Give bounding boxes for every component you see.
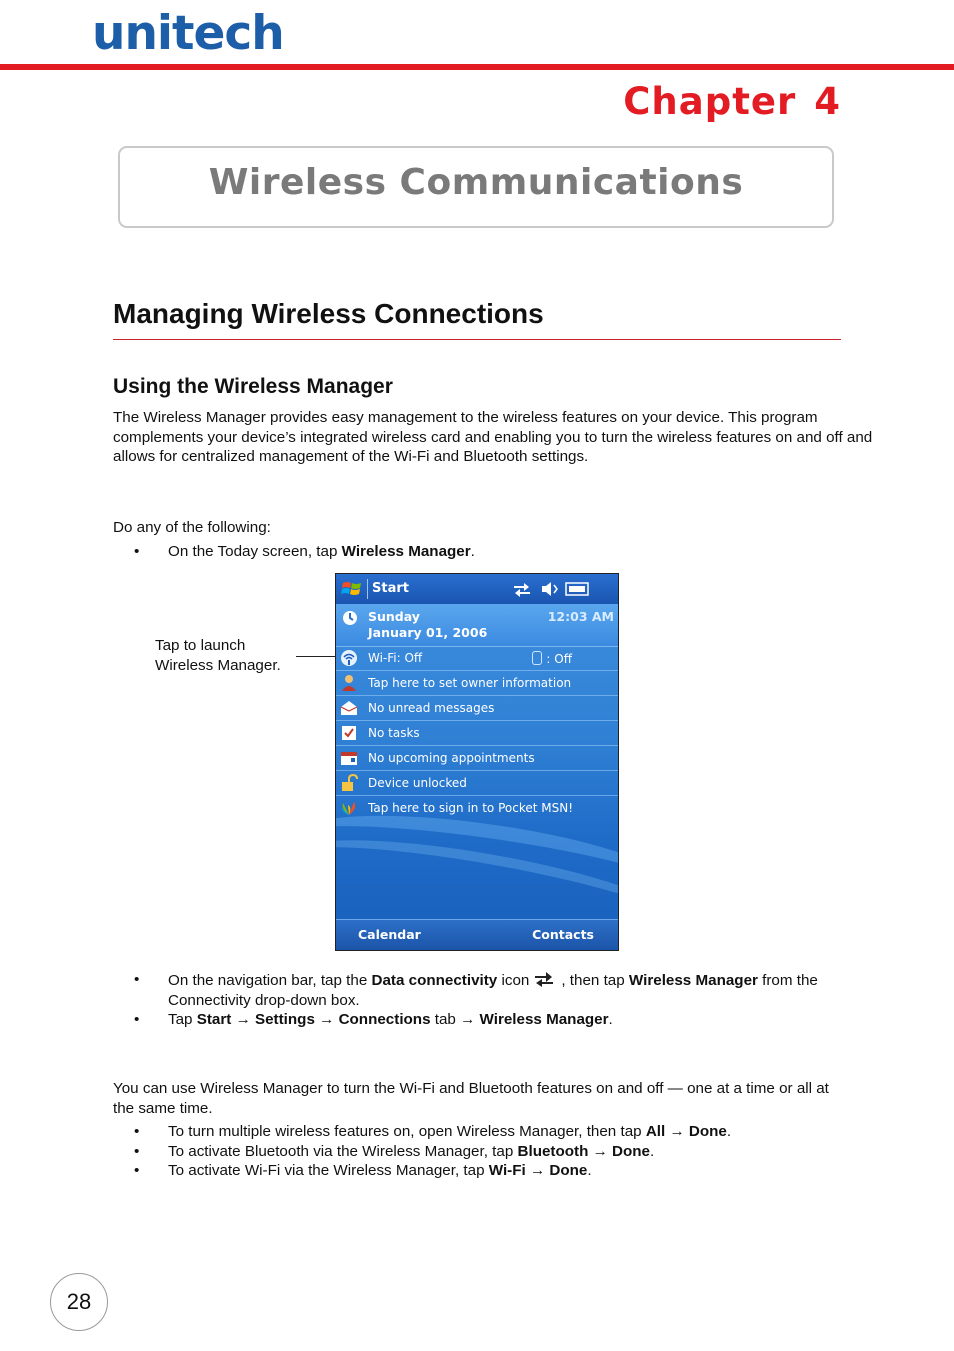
bullet-list-steps <box>113 966 873 1030</box>
owner-icon <box>340 674 358 692</box>
arrow-glyph: → <box>235 1011 251 1028</box>
owner-info-row[interactable] <box>336 671 618 696</box>
section-rule <box>113 339 841 340</box>
wifi-status: Wi-Fi: Off <box>368 651 423 665</box>
step-text: icon <box>497 972 530 989</box>
owner-info-text: Tap here to set owner information <box>368 676 572 690</box>
calendar-icon <box>340 749 358 767</box>
section-heading: Managing Wireless Connections <box>113 298 544 329</box>
today-screen-screenshot <box>335 573 619 951</box>
usage-bold: Done <box>549 1162 588 1179</box>
contacts-softkey[interactable]: Contacts <box>532 927 594 942</box>
bluetooth-status-text: : Off <box>546 652 572 666</box>
callout-leader-line <box>296 656 338 657</box>
usage-bold: Done <box>612 1142 650 1160</box>
wireless-status-row[interactable] <box>336 646 618 671</box>
appointments-row[interactable] <box>336 746 618 771</box>
usage-paragraph: You can use Wireless Manager to turn the Wi-Fi and Bluetooth features on and off — one at a time or all at the same time. <box>113 1080 829 1117</box>
usage-text: . <box>587 1162 592 1179</box>
list-item <box>113 1010 873 1030</box>
clock-icon <box>342 610 358 626</box>
arrow-glyph: → <box>669 1123 685 1140</box>
softkey-bar <box>336 919 618 950</box>
msn-text: Tap here to sign in to Pocket MSN! <box>368 801 574 815</box>
step-bold: Wireless Manager <box>628 972 758 989</box>
msn-butterfly-icon <box>340 799 358 817</box>
usage-text: To turn multiple wireless features on, open Wireless Manager, then tap <box>168 1123 646 1140</box>
usage-bold: Done <box>688 1123 727 1140</box>
device-lock-text: Device unlocked <box>368 776 467 790</box>
header-rule <box>0 64 954 70</box>
time-label: 12:03 AM <box>547 609 614 624</box>
bullet-dot: • <box>134 971 140 988</box>
usage-text: To activate Bluetooth via the Wireless Manager, tap <box>168 1142 518 1160</box>
arrow-glyph: → <box>460 1011 476 1028</box>
messages-row[interactable] <box>336 696 618 721</box>
step-bold: Data connectivity <box>371 972 498 989</box>
bullet-dot: • <box>134 1123 140 1140</box>
chapter-label: Chapter <box>623 80 797 123</box>
arrow-glyph: → <box>319 1011 335 1028</box>
tasks-row[interactable] <box>336 721 618 746</box>
calendar-softkey[interactable]: Calendar <box>358 927 421 942</box>
date-label: January 01, 2006 <box>368 625 488 640</box>
tasks-text: No tasks <box>368 726 420 740</box>
step-bold: Connections <box>338 1011 431 1028</box>
list-item <box>113 966 873 1010</box>
callout-line: Wireless Manager. <box>155 656 281 674</box>
chapter-heading <box>623 80 841 123</box>
data-connectivity-icon <box>533 970 555 988</box>
start-label: Start <box>372 581 409 596</box>
step-text: On the navigation bar, tap the <box>168 972 372 989</box>
bullet-list-usage <box>113 1122 873 1181</box>
list-item <box>113 542 873 562</box>
callout-line: Tap to launch <box>155 637 246 654</box>
step-text: from the Connectivity drop-down box. <box>168 972 818 1009</box>
usage-text: . <box>649 1142 655 1160</box>
list-item <box>113 1122 873 1142</box>
bullet-dot: • <box>134 543 140 560</box>
device-lock-row[interactable] <box>336 771 618 796</box>
callout-label <box>155 636 281 675</box>
chapter-title: Wireless Communications <box>208 162 744 203</box>
inbox-icon <box>340 699 358 717</box>
arrow-glyph: → <box>592 1142 608 1160</box>
unlock-icon <box>340 774 358 792</box>
usage-text: . <box>726 1123 732 1140</box>
bluetooth-icon <box>532 651 542 665</box>
usage-bold: Bluetooth <box>517 1142 589 1160</box>
usage-text: To activate Wi-Fi via the Wireless Manager, tap <box>168 1162 489 1179</box>
unitech-logo: unitech <box>92 6 284 61</box>
bluetooth-status <box>532 651 572 666</box>
step-text: , then tap <box>561 972 629 989</box>
list-item <box>113 1142 873 1162</box>
wifi-icon <box>340 649 358 667</box>
date-row[interactable] <box>336 604 618 647</box>
appointments-text: No upcoming appointments <box>368 751 535 765</box>
start-bar[interactable] <box>336 574 618 604</box>
volume-icon <box>542 582 557 596</box>
bullet-bold: Wireless Manager <box>341 543 471 560</box>
do-any-paragraph: Do any of the following: <box>113 519 271 536</box>
bullet-dot: • <box>134 1142 140 1160</box>
chapter-number: 4 <box>814 80 841 123</box>
day-label: Sunday <box>368 609 420 624</box>
msn-row[interactable] <box>336 796 618 820</box>
messages-text: No unread messages <box>368 701 495 715</box>
step-bold: Start <box>196 1011 232 1028</box>
bullet-dot: • <box>134 1162 140 1179</box>
bullet-list-today <box>113 542 873 562</box>
page-number: 28 <box>50 1273 108 1331</box>
step-bold: Wireless Manager <box>479 1011 609 1028</box>
subsection-heading: Using the Wireless Manager <box>113 375 393 398</box>
intro-paragraph: The Wireless Manager provides easy management to the wireless features on your device. This program complements your device’s integrated wireless card and enabling you to turn the wireless features on and off and allows for centralized management of the Wi-Fi and Bluetooth settings. <box>113 409 873 465</box>
chapter-title-box <box>118 146 834 228</box>
step-text: Tap <box>168 1011 197 1028</box>
list-item <box>113 1161 873 1181</box>
step-text: . <box>608 1011 613 1028</box>
tasks-icon <box>340 724 358 742</box>
step-text: tab <box>430 1011 461 1028</box>
windows-flag-icon <box>341 579 363 599</box>
start-separator <box>367 579 368 599</box>
bullet-text: . <box>470 543 475 560</box>
usage-bold: Wi-Fi <box>488 1162 526 1179</box>
step-bold: Settings <box>254 1011 315 1028</box>
bullet-dot: • <box>134 1011 140 1028</box>
status-icons <box>512 580 612 598</box>
usage-bold: All <box>645 1123 666 1140</box>
bullet-text: On the Today screen, tap <box>168 543 342 560</box>
connectivity-icon <box>514 583 530 597</box>
arrow-glyph: → <box>529 1162 546 1179</box>
battery-icon <box>566 583 588 595</box>
